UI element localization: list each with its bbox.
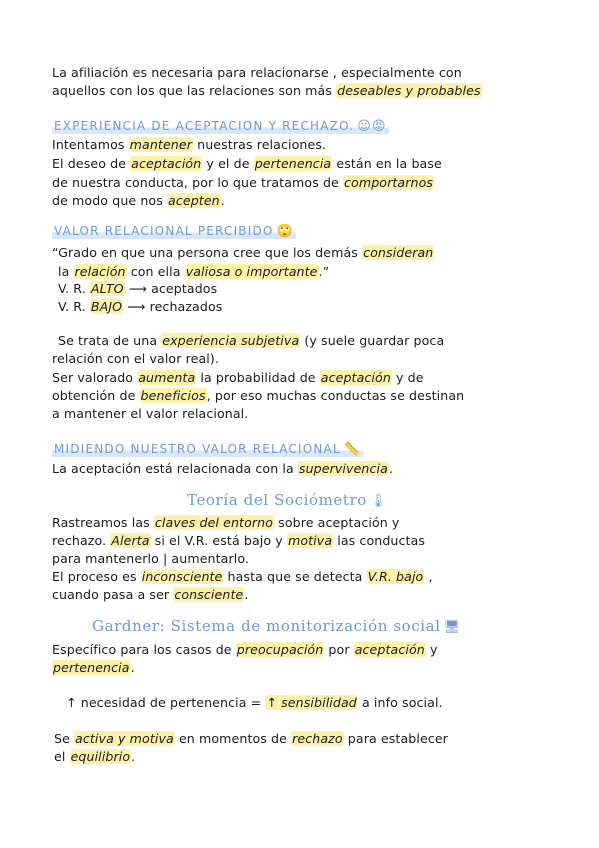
text: . <box>388 461 394 476</box>
text: para mantenerlo | aumentarlo. <box>52 551 250 566</box>
sec3-soc-1 <box>52 514 399 531</box>
highlight-claves-entorno: claves del entorno <box>154 515 274 530</box>
intro-text-2: aquellos con los que las relaciones son más <box>52 83 337 98</box>
highlight-sensibilidad: ↑ sensibilidad <box>266 695 357 710</box>
sec4-line-2 <box>52 659 135 676</box>
text: si el V.R. está bajo y <box>150 533 287 548</box>
text: Ser valorado <box>52 370 138 385</box>
highlight-consideran: consideran <box>363 245 434 260</box>
text: aceptados <box>151 281 218 296</box>
intro-line-1 <box>52 64 462 81</box>
text: la probabilidad de <box>196 370 320 385</box>
sec2-quote-1 <box>52 244 434 261</box>
monitor-icon: 🖥 <box>443 620 461 635</box>
heading-text: EXPERIENCIA DE ACEPTACION Y RECHAZO. <box>54 119 355 133</box>
text: “Grado en que una persona cree que los demás <box>52 245 363 260</box>
sec2-quote-2 <box>58 263 329 280</box>
heading-midiendo-valor <box>52 442 363 457</box>
text: y el de <box>202 156 254 171</box>
heading-text: VALOR RELACIONAL PERCIBIDO <box>54 224 274 238</box>
text: El proceso es <box>52 569 141 584</box>
text: . <box>130 660 135 675</box>
highlight-mantener: mantener <box>129 137 193 152</box>
highlight-experiencia-subjetiva: experiencia subjetiva <box>162 333 300 348</box>
sec3-soc-3 <box>52 550 249 567</box>
text: por <box>324 642 354 657</box>
text: de nuestra conducta, por lo que tratamos de <box>52 175 344 190</box>
text: . <box>220 193 225 208</box>
sec1-line-2 <box>52 155 442 172</box>
highlight-consciente: consciente <box>174 587 244 602</box>
text: sobre aceptación y <box>274 515 400 530</box>
text: el <box>54 749 70 764</box>
text: (y suele guardar poca <box>300 333 445 348</box>
sec4-line-3 <box>54 730 448 747</box>
text: , por eso muchas conductas se destinan <box>206 388 465 403</box>
arrow-right-icon: ⟶ <box>123 299 150 314</box>
highlight-pertenencia: pertenencia <box>254 156 332 171</box>
thermometer-icon: 🌡 <box>369 494 388 509</box>
intro-text-1: La afiliación es necesaria para relacionarse , especialmente con <box>52 65 462 80</box>
highlight-inconsciente: inconsciente <box>141 569 223 584</box>
highlight-activa-motiva: activa y motiva <box>75 731 174 746</box>
highlight-preocupacion: preocupación <box>236 642 324 657</box>
text: La aceptación está relacionada con la <box>52 461 298 476</box>
text: . <box>131 749 136 764</box>
text: están en la base <box>332 156 442 171</box>
subheading-sociometro <box>187 491 387 509</box>
intro-line-2 <box>52 82 482 99</box>
text: en momentos de <box>174 731 292 746</box>
text: nuestras relaciones. <box>193 137 327 152</box>
text: Específico para los casos de <box>52 642 236 657</box>
highlight-vr-bajo: V.R. bajo <box>367 569 424 584</box>
heading-experiencia-aceptacion <box>52 119 389 134</box>
sec2-para-5 <box>52 405 248 422</box>
text: la <box>58 264 74 279</box>
highlight-aceptacion-2: aceptación <box>320 370 391 385</box>
sec2-para-1 <box>58 332 444 349</box>
heading-valor-relacional <box>52 224 296 239</box>
text: rechazo. <box>52 533 111 548</box>
highlight-aceptacion: aceptación <box>131 156 202 171</box>
text: a mantener el valor relacional. <box>52 406 249 421</box>
highlight-pertenencia-2: pertenencia <box>53 660 130 675</box>
highlight-beneficios: beneficios <box>140 388 206 403</box>
highlight-supervivencia: supervivencia <box>298 461 388 476</box>
text: El deseo de <box>52 156 131 171</box>
text: y de <box>391 370 424 385</box>
highlight-equilibrio: equilibrio <box>70 749 131 764</box>
sec2-vr-alto <box>58 280 217 297</box>
text: para establecer <box>343 731 448 746</box>
sec4-line-1 <box>52 641 438 658</box>
text: las conductas <box>333 533 426 548</box>
text: . <box>244 587 249 602</box>
subheading-text: Teoría del Sociómetro <box>187 491 367 509</box>
text: y <box>425 642 438 657</box>
text: obtención de <box>52 388 140 403</box>
highlight-relacion: relación <box>74 264 126 279</box>
highlight-alto: ALTO <box>90 281 124 296</box>
text: ↑ necesidad de pertenencia = <box>66 695 266 710</box>
sec1-line-3 <box>52 174 434 191</box>
arrow-right-icon: ⟶ <box>124 281 152 296</box>
highlight-rechazo: rechazo <box>292 731 343 746</box>
text: relación con el valor real). <box>52 351 219 366</box>
text: Rastreamos las <box>52 515 154 530</box>
sec2-para-2 <box>52 350 219 367</box>
emoji-faces-icon: ☺😡 <box>357 119 387 134</box>
text: Se trata de una <box>58 333 162 348</box>
highlight-bajo: BAJO <box>90 299 123 314</box>
sec2-vr-bajo <box>58 298 222 315</box>
highlight-valiosa: valiosa o importante <box>185 264 318 279</box>
sec1-line-1 <box>52 136 326 153</box>
text: de modo que nos <box>52 193 167 208</box>
sec3-soc-2 <box>52 532 425 549</box>
sec2-para-3 <box>52 369 424 386</box>
highlight-acepten: acepten <box>168 193 220 208</box>
emoji-eyeroll-icon: 🙄 <box>276 224 294 239</box>
highlight-comportarnos: comportarnos <box>344 175 434 190</box>
heading-text: MIDIENDO NUESTRO VALOR RELACIONAL <box>54 442 341 456</box>
subheading-text: Gardner: Sistema de monitorización social <box>92 617 441 635</box>
text: con ella <box>126 264 185 279</box>
sec3-soc-5 <box>52 586 248 603</box>
ruler-icon: 📏 <box>343 442 362 457</box>
sec3-line-1 <box>52 460 393 477</box>
highlight-deseables: deseables y probables <box>337 83 481 98</box>
text: Se <box>54 731 75 746</box>
highlight-motiva: motiva <box>287 533 333 548</box>
sec4-line-4 <box>54 748 135 765</box>
text: .” <box>318 264 330 279</box>
sec3-soc-4 <box>52 568 433 585</box>
text: , <box>424 569 433 584</box>
sec2-para-4 <box>52 387 464 404</box>
highlight-alerta: Alerta <box>111 533 150 548</box>
text: V. R. <box>58 281 90 296</box>
text: V. R. <box>58 299 90 314</box>
text: a info social. <box>357 695 443 710</box>
subheading-gardner <box>92 617 461 635</box>
text: hasta que se detecta <box>223 569 367 584</box>
highlight-aumenta: aumenta <box>138 370 196 385</box>
text: Intentamos <box>52 137 129 152</box>
sec1-line-4 <box>52 192 225 209</box>
highlight-aceptacion-3: aceptación <box>354 642 425 657</box>
sec4-formula <box>66 694 443 711</box>
text: rechazados <box>149 299 223 314</box>
text: cuando pasa a ser <box>52 587 174 602</box>
